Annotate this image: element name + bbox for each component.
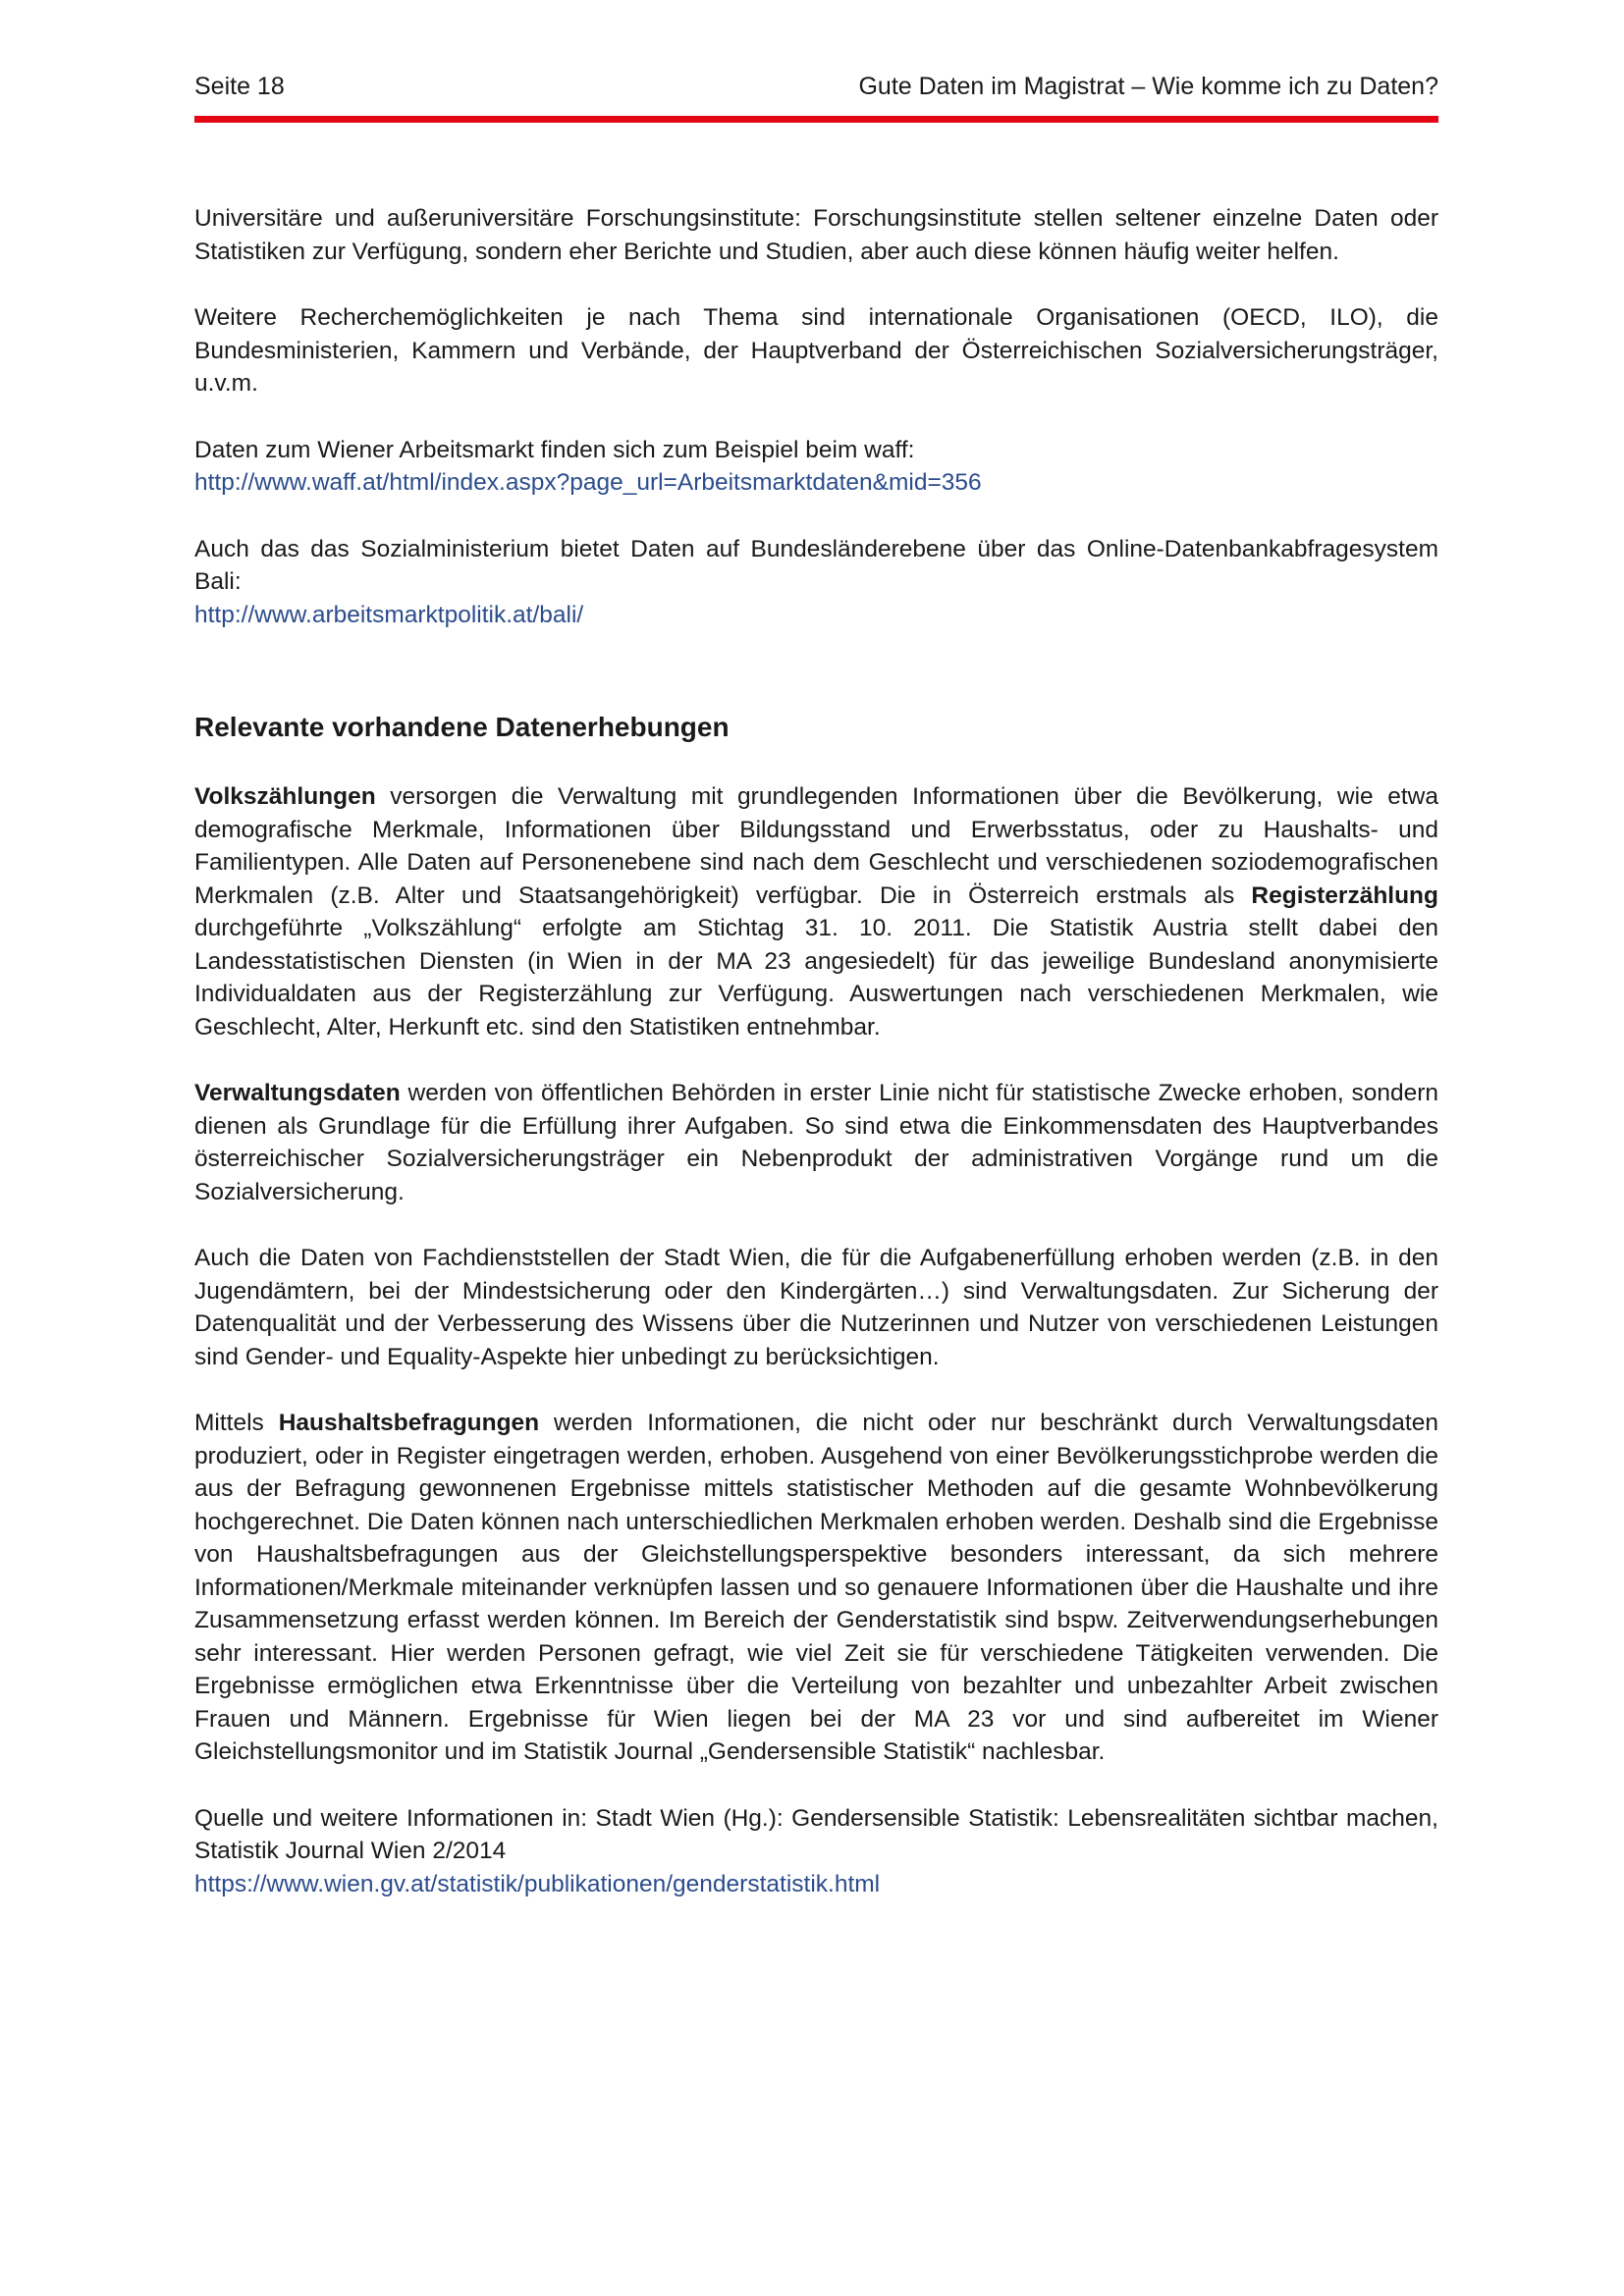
- page-content: [194, 202, 1438, 1934]
- volkszaehlungen-text-1: versorgen die Verwaltung mit grundlegenden Informationen über die Bevölkerung, wie etwa demografische Merkmale, Informationen über Bildungsstand und Erwerbsstatus, oder zu Haushalts- und Familientypen. Alle Daten auf Personenebene sind nach dem Geschlecht und verschiedenen soziodemografischen Merkmalen (z.B. Alter und Staatsangehörigkeit) verfügbar. Die in Österreich erstmals als: [194, 783, 1438, 909]
- paragraph-haushaltsbefragungen: [194, 1407, 1438, 1769]
- paragraph-bali: [194, 533, 1438, 632]
- registerzaehlung-term: Registerzählung: [1251, 881, 1438, 909]
- volkszaehlungen-term: Volkszählungen: [194, 783, 376, 810]
- bali-link[interactable]: http://www.arbeitsmarktpolitik.at/bali/: [194, 601, 584, 628]
- header-rule: [194, 116, 1438, 123]
- page-number: Seite 18: [194, 73, 285, 100]
- document-title: Gute Daten im Magistrat – Wie komme ich zu Daten?: [858, 73, 1438, 100]
- paragraph-forschungsinstitute: Universitäre und außeruniversitäre Forschungsinstitute: Forschungsinstitute stellen seltener einzelne Daten oder Statistiken zur Verfügung, sondern eher Berichte und Studien, aber auch diese können häufig weiter helfen.: [194, 205, 1438, 265]
- haushalt-prefix: Mittels: [194, 1410, 279, 1436]
- paragraph-recherche: Weitere Recherchemöglichkeiten je nach Thema sind internationale Organisationen (OECD, ILO), die Bundesministerien, Kammern und Verbände, der Hauptverband der Österreichischen Sozialversicherungsträger, u.v.m.: [194, 304, 1438, 397]
- paragraph-quelle: [194, 1802, 1438, 1901]
- paragraph-verwaltungsdaten: [194, 1077, 1438, 1208]
- quelle-link[interactable]: https://www.wien.gv.at/statistik/publikationen/genderstatistik.html: [194, 1870, 881, 1897]
- waff-text: Daten zum Wiener Arbeitsmarkt finden sich zum Beispiel beim waff:: [194, 436, 915, 463]
- haushaltsbefragungen-term: Haushaltsbefragungen: [278, 1410, 540, 1436]
- page-header: [194, 69, 1438, 104]
- paragraph-waff: [194, 434, 1438, 500]
- paragraph-volkszaehlungen: [194, 780, 1438, 1043]
- paragraph-fachdienststellen: Auch die Daten von Fachdienststellen der Stadt Wien, die für die Aufgabenerfüllung erhoben werden (z.B. in den Jugendämtern, bei der Mindestsicherung oder den Kindergärten…) sind Verwaltungsdaten. Zur Sicherung der Datenqualität und der Verbesserung des Wissens über die Nutzerinnen und Nutzer von verschiedenen Leistungen sind Gender- und Equality-Aspekte hier unbedingt zu berücksichtigen.: [194, 1245, 1438, 1370]
- section-heading: Relevante vorhandene Datenerhebungen: [194, 712, 730, 742]
- quelle-text: Quelle und weitere Informationen in: Stadt Wien (Hg.): Gendersensible Statistik: Lebensrealitäten sichtbar machen, Statistik Journal Wien 2/2014: [194, 1804, 1438, 1864]
- verwaltungsdaten-term: Verwaltungsdaten: [194, 1080, 401, 1106]
- bali-text: Auch das das Sozialministerium bietet Daten auf Bundesländerebene über das Online-Datenbankabfragesystem Bali:: [194, 535, 1438, 595]
- verwaltungsdaten-text: werden von öffentlichen Behörden in erster Linie nicht für statistische Zwecke erhoben, sondern dienen als Grundlage für die Erfüllung ihrer Aufgaben. So sind etwa die Einkommensdaten des Hauptverbandes österreichischer Sozialversicherungsträger ein Nebenprodukt der administrativen Vorgänge rund um die Sozialversicherung.: [194, 1080, 1438, 1205]
- waff-link[interactable]: http://www.waff.at/html/index.aspx?page_url=Arbeitsmarktdaten&mid=356: [194, 469, 982, 496]
- volkszaehlungen-text-2: durchgeführte „Volkszählung“ erfolgte am Stichtag 31. 10. 2011. Die Statistik Austria stellt dabei den Landesstatistischen Diensten (in Wien in der MA 23 angesiedelt) für das jeweilige Bundesland anonymisierte Individualdaten aus der Registerzählung zur Verfügung. Auswertungen nach verschiedenen Merkmalen, wie Geschlecht, Alter, Herkunft etc. sind den Statistiken entnehmbar.: [194, 915, 1438, 1041]
- haushaltsbefragungen-text: werden Informationen, die nicht oder nur beschränkt durch Verwaltungsdaten produziert, oder in Register eingetragen werden, erhoben. Ausgehend von einer Bevölkerungsstichprobe werden die aus der Befragung gewonnenen Ergebnisse mittels statistischer Methoden auf die gesamte Wohnbevölkerung hochgerechnet. Die Daten können nach unterschiedlichen Merkmalen erhoben werden. Deshalb sind die Ergebnisse von Haushaltsbefragungen aus der Gleichstellungsperspektive besonders interessant, da sich mehrere Informationen/Merkmale miteinander verknüpfen lassen und so genauere Informationen über die Haushalte und ihre Zusammensetzung erfasst werden können. Im Bereich der Genderstatistik sind bspw. Zeitverwendungserhebungen sehr interessant. Hier werden Personen gefragt, wie viel Zeit sie für verschiedene Tätigkeiten verwenden. Die Ergebnisse ermöglichen etwa Erkenntnisse über die Verteilung von bezahlter und unbezahlter Arbeit zwischen Frauen und Männern. Ergebnisse für Wien liegen bei der MA 23 vor und sind aufbereitet im Wiener Gleichstellungsmonitor und im Statistik Journal „Gendersensible Statistik“ nachlesbar.: [194, 1410, 1438, 1765]
